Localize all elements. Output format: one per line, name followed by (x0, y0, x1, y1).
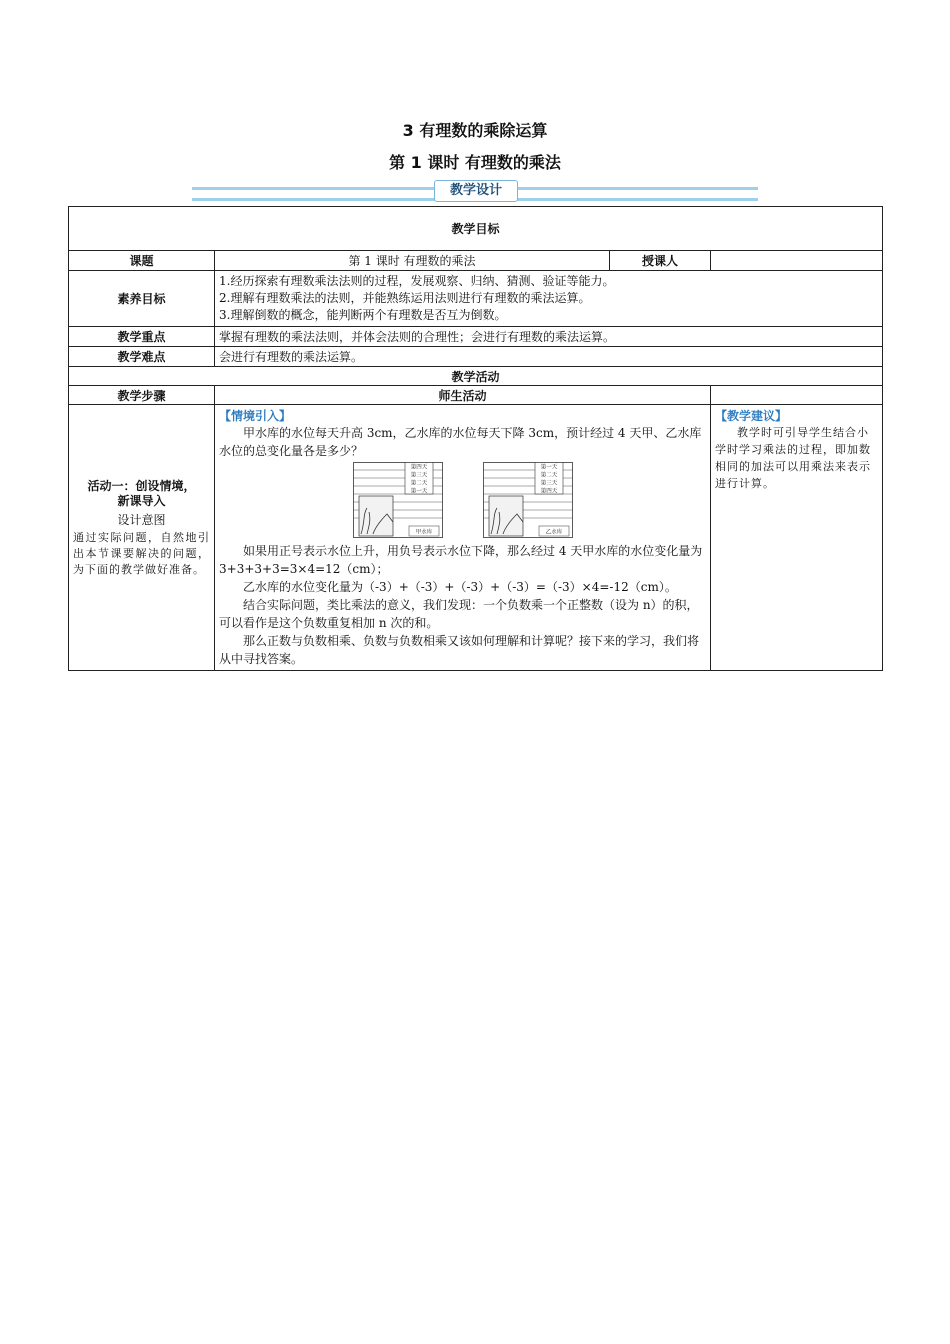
banner-label: 教学设计 (434, 180, 518, 202)
difficulty-value: 会进行有理数的乘法运算。 (215, 347, 883, 367)
advice-tag: 【教学建议】 (715, 409, 788, 423)
difficulty-label: 教学难点 (69, 347, 215, 367)
topic-label: 课题 (69, 251, 215, 271)
teacher-value (711, 251, 883, 271)
reservoir-b-day1: 第一天 (540, 464, 557, 471)
reservoir-b-day3: 第三天 (540, 480, 557, 487)
page-title: 3 有理数的乘除运算 (402, 121, 548, 140)
advice-text: 教学时可引导学生结合小学时学习乘法的过程，即加数相同的加法可以用乘法来表示进行计算。 (715, 426, 871, 490)
reservoir-b-figure (483, 462, 573, 538)
reservoir-b-day2: 第二天 (540, 472, 557, 479)
literacy-goal-3: 3.理解倒数的概念，能判断两个有理数是否互为倒数。 (219, 308, 507, 322)
intro-tag: 【情境引入】 (219, 409, 292, 423)
focus-label: 教学重点 (69, 327, 215, 347)
lesson-plan-table (68, 206, 883, 671)
literacy-goal-2: 2.理解有理数乘法的法则，并能熟练运用法则进行有理数的乘法运算。 (219, 291, 591, 305)
intro-paragraph-1: 甲水库的水位每天升高 3cm，乙水库的水位每天下降 3cm，预计经过 4 天甲、乙水库水位的总变化量各是多少？ (219, 426, 702, 458)
intro-paragraph-4: 结合实际问题，类比乘法的意义，我们发现：一个负数乘一个正整数（设为 n）的积，可以看作是这个负数重复相加 n 次的和。 (219, 598, 699, 630)
activity1-content-cell (215, 405, 711, 671)
focus-value: 掌握有理数的乘法法则，并体会法则的合理性；会进行有理数的乘法运算。 (215, 327, 883, 347)
topic-value: 第 1 课时 有理数的乘法 (215, 251, 610, 271)
literacy-label: 素养目标 (69, 271, 215, 327)
intro-paragraph-2: 如果用正号表示水位上升，用负号表示水位下降，那么经过 4 天甲水库的水位变化量为 3+3+3+3=3×4=12（cm）； (219, 544, 703, 576)
design-intent-label: 设计意图 (117, 513, 166, 527)
activity1-advice-cell (711, 405, 883, 671)
goal-section-header: 教学目标 (69, 207, 883, 251)
reservoir-a-caption: 甲水库 (415, 529, 432, 536)
activity-section-header: 教学活动 (69, 367, 883, 386)
reservoir-b-caption: 乙水库 (545, 529, 562, 536)
literacy-goals (215, 271, 883, 327)
teacher-student-label: 师生活动 (215, 386, 711, 405)
reservoir-a-day4: 第四天 (410, 464, 427, 471)
section-banner (192, 180, 758, 202)
literacy-goal-1: 1.经历探索有理数乘法法则的过程，发展观察、归纳、猜测、验证等能力。 (219, 274, 615, 288)
reservoir-a-day1: 第一天 (410, 488, 427, 495)
activity1-name-line1: 活动一：创设情境， (87, 479, 196, 493)
intro-paragraph-5: 那么正数与负数相乘、负数与负数相乘又该如何理解和计算呢？接下来的学习，我们将从中寻找答案。 (219, 634, 700, 666)
reservoir-a-day3: 第三天 (410, 472, 427, 479)
intro-paragraph-3: 乙水库的水位变化量为（-3）+（-3）+（-3）+（-3）=（-3）×4=-12（cm）。 (243, 580, 677, 594)
steps-label: 教学步骤 (69, 386, 215, 405)
page-subtitle: 第 1 课时 有理数的乘法 (389, 153, 561, 172)
activity1-step-cell (69, 405, 215, 671)
reservoir-a-day2: 第二天 (410, 480, 427, 487)
reservoir-figures (219, 462, 706, 538)
reservoir-a-figure (353, 462, 443, 538)
reservoir-b-day4: 第四天 (540, 488, 557, 495)
design-intent-text: 通过实际问题，自然地引出本节课要解决的问题，为下面的教学做好准备。 (73, 531, 210, 576)
empty-cell (711, 386, 883, 405)
activity1-name-line2: 新课导入 (117, 494, 166, 508)
teacher-label: 授课人 (610, 251, 711, 271)
